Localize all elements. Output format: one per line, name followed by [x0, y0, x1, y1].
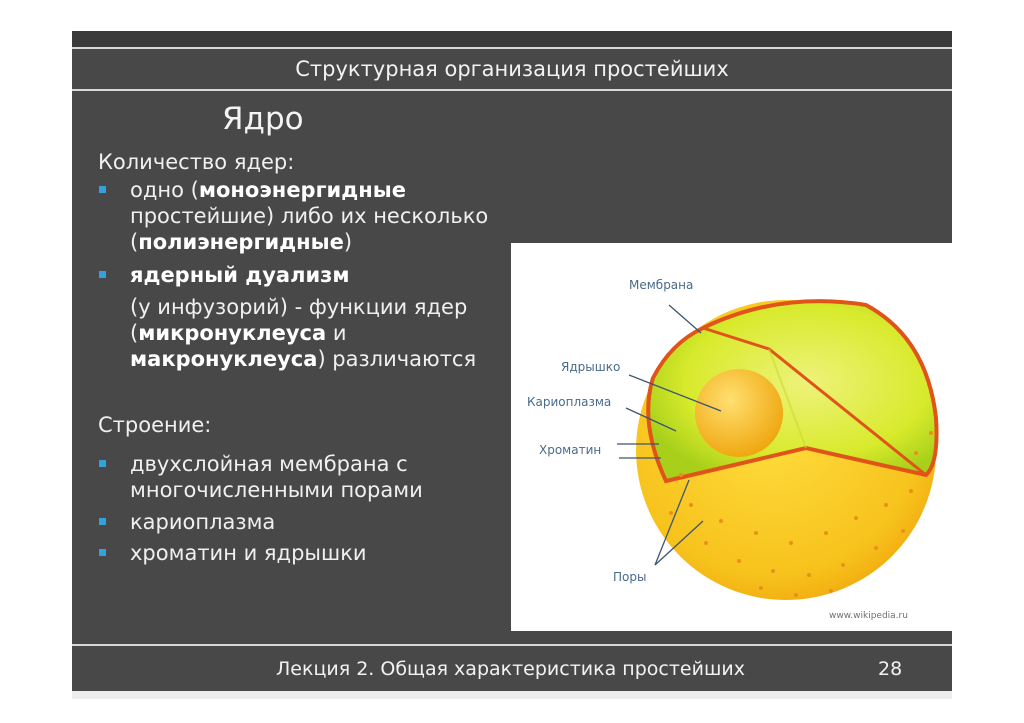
bullet-icon	[99, 518, 106, 525]
footer-text: Лекция 2. Общая характеристика простейших	[276, 658, 745, 680]
bullet-icon	[99, 549, 106, 556]
nucleus-diagram	[511, 243, 952, 631]
bullet-dualism	[130, 262, 476, 372]
bullet-dualism-bold: ядерный дуализм	[130, 263, 350, 287]
structure-label: Строение:	[98, 413, 212, 437]
page-number: 28	[878, 658, 903, 680]
label-nucleolus: Ядрышко	[561, 360, 621, 374]
bullet-membrane	[130, 451, 423, 503]
bullet-dualism-line3c: и	[326, 321, 347, 345]
footer	[72, 649, 952, 689]
micronucleus-bold: микронуклеуса	[138, 321, 327, 345]
bullet-mono-bold: моноэнергидные	[198, 178, 406, 202]
count-label: Количество ядер:	[98, 150, 295, 174]
bullet-mono-line2: простейшие) либо их несколько	[130, 204, 489, 228]
bullet-dualism-line4b: ) различаются	[317, 347, 477, 371]
top-stripe	[72, 31, 952, 49]
footer-rule	[72, 644, 952, 646]
bullet-membrane-line1: двухслойная мембрана с	[130, 452, 408, 476]
bullet-mono-line3a: (	[130, 230, 139, 254]
bullet-membrane-line2: многочисленными порами	[130, 478, 423, 502]
bullet-dualism-line2: (у инфузорий) - функции ядер	[130, 295, 468, 319]
bullet-icon	[99, 271, 106, 278]
bullet-dualism-line3a: (	[130, 321, 139, 345]
bullet-karyoplasm: кариоплазма	[130, 510, 276, 534]
section-heading: Ядро	[222, 101, 304, 137]
bullet-mono-text: одно (	[130, 178, 199, 202]
macronucleus-bold: макронуклеуса	[130, 347, 318, 371]
bullet-icon	[99, 460, 106, 467]
nucleus-illustration	[511, 243, 952, 631]
slide-title: Структурная организация простейших	[72, 49, 952, 91]
figure-watermark: www.wikipedia.ru	[829, 611, 908, 621]
bullet-chromatin: хроматин и ядрышки	[130, 541, 367, 565]
label-chromatin: Хроматин	[539, 443, 602, 457]
bullet-icon	[99, 186, 106, 193]
label-pores: Поры	[613, 570, 647, 584]
bullet-mono	[130, 177, 488, 255]
bullet-mono-line3c: )	[343, 230, 353, 254]
bullet-poly-bold: полиэнергидные	[138, 230, 344, 254]
label-karyoplasm: Кариоплазма	[527, 395, 612, 409]
nucleolus-sphere	[695, 369, 783, 457]
label-membrane: Мембрана	[629, 278, 694, 292]
bottom-bar	[72, 691, 952, 699]
